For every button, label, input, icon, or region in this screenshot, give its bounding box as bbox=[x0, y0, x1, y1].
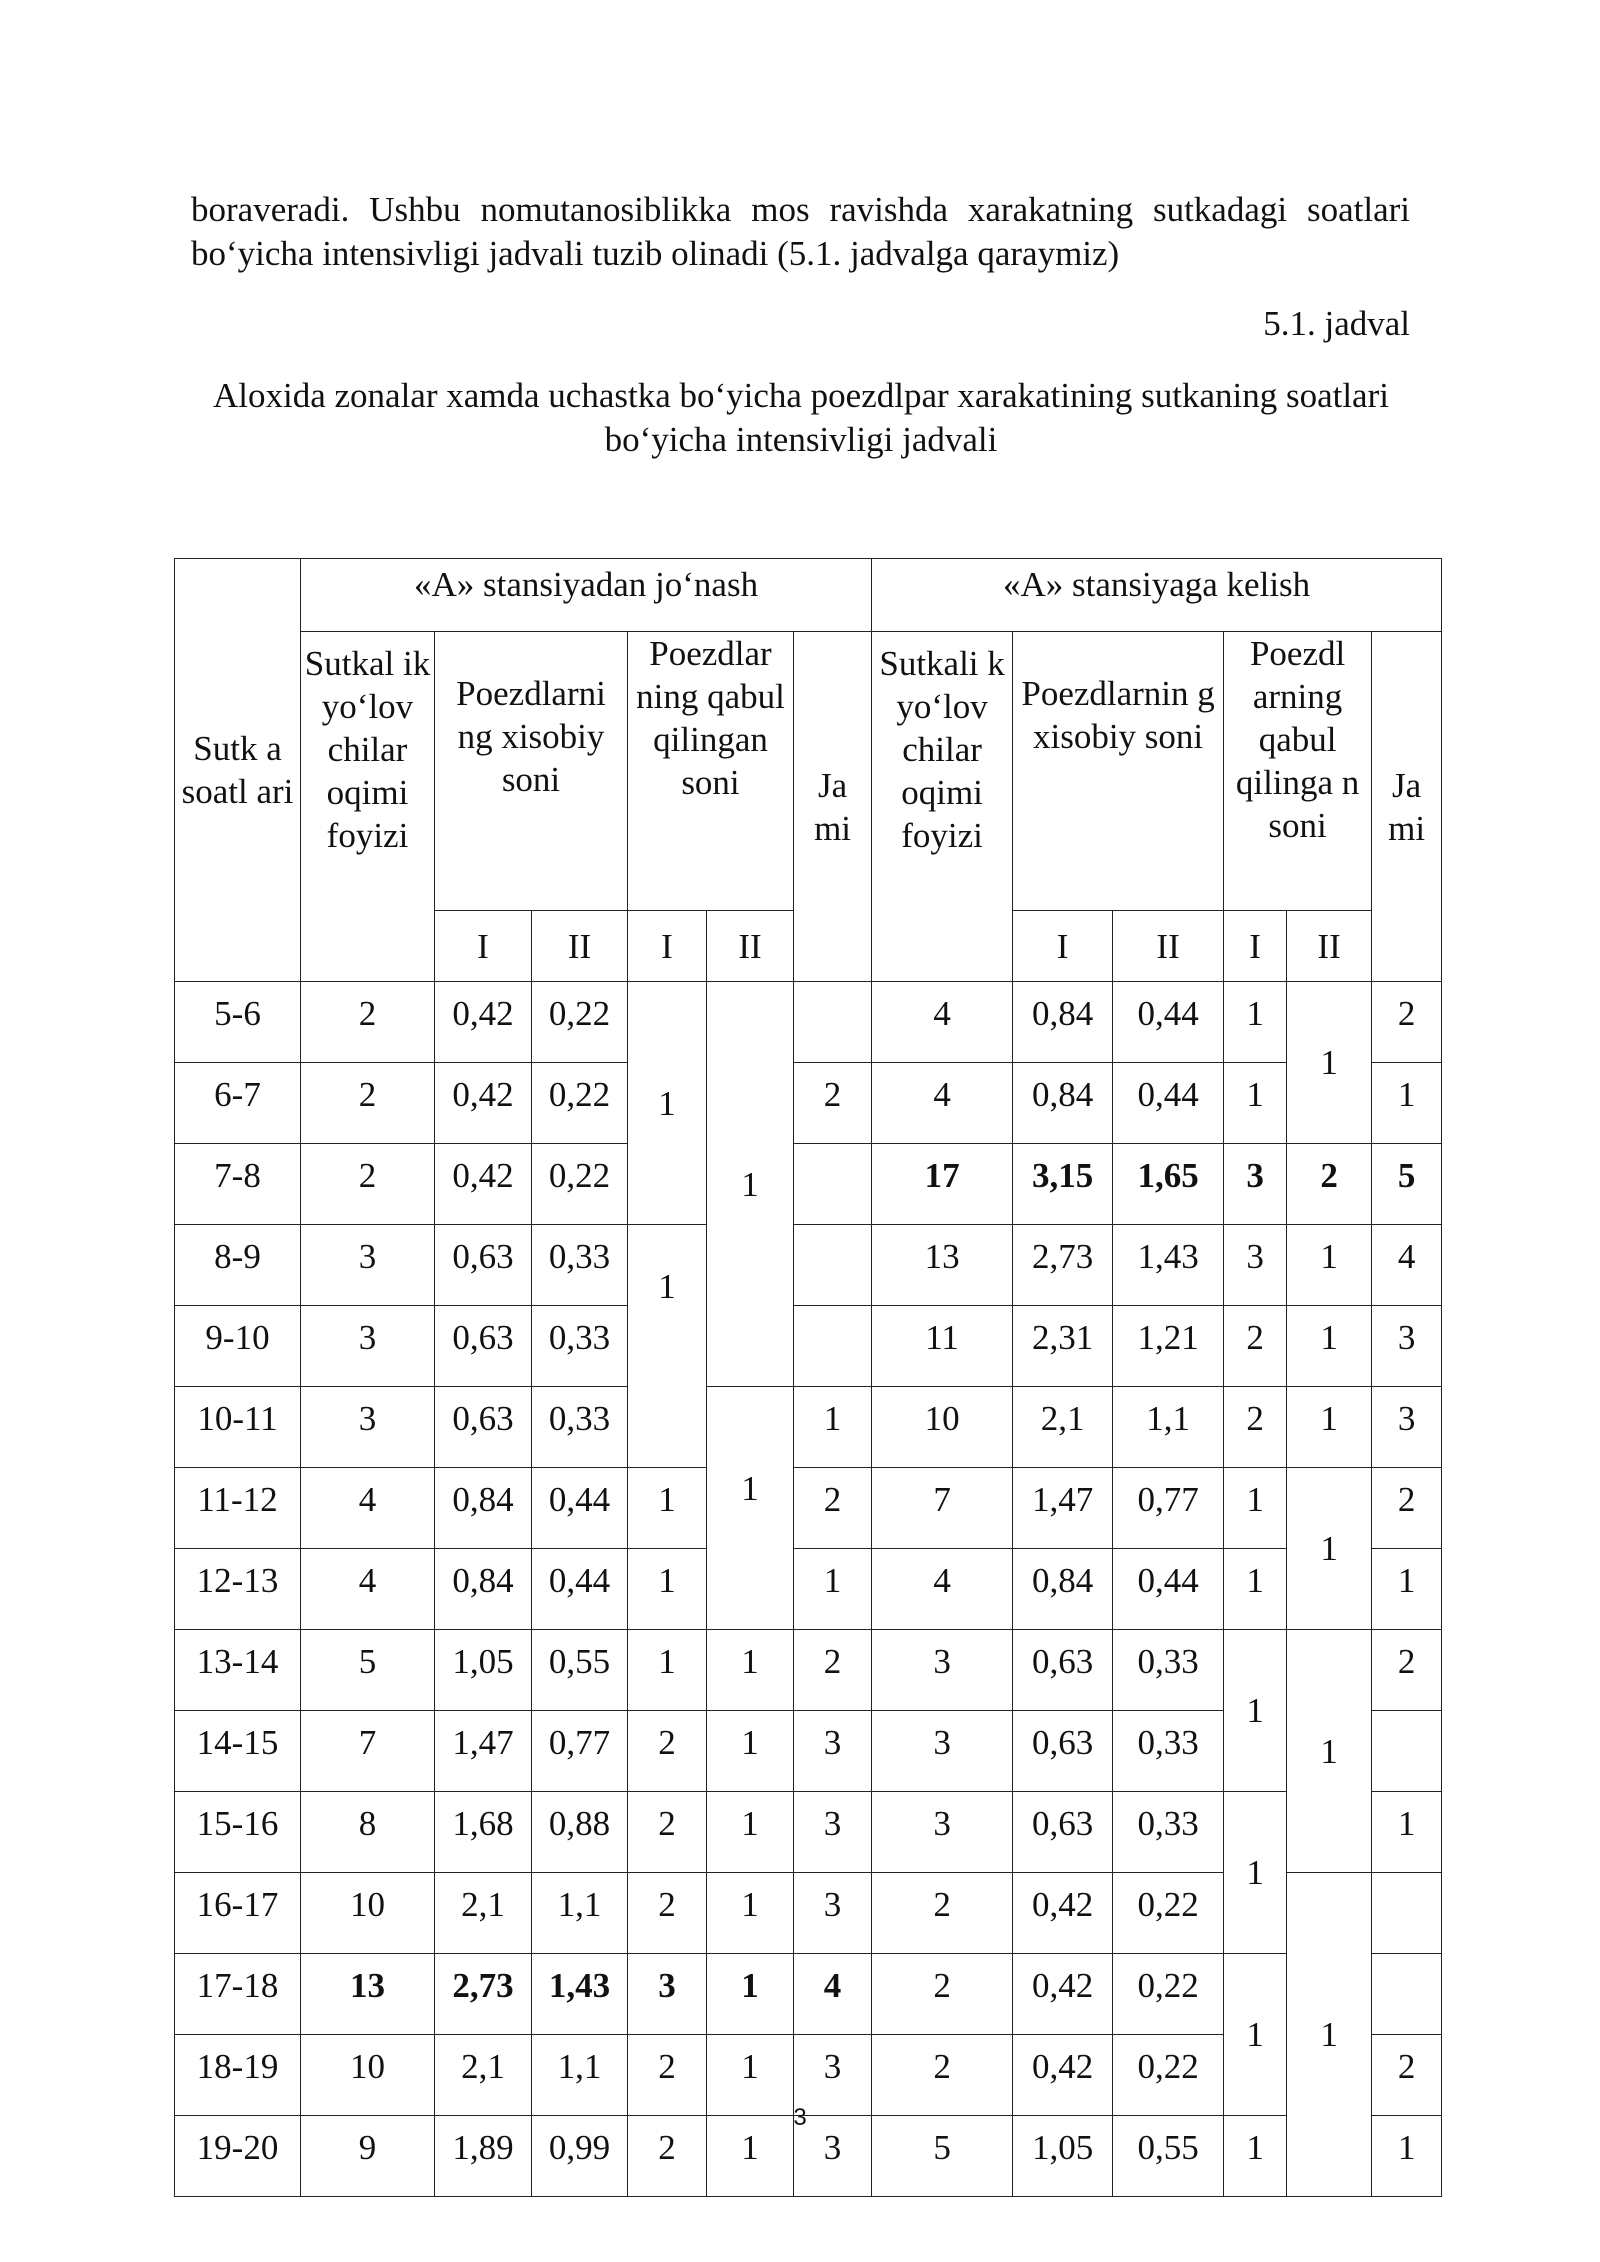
sub-header-arr-calc-ii: II bbox=[1113, 911, 1224, 982]
table-title: Aloxida zonalar xamda uchastka bo‘yicha poezdlpar xarakatining sutkaning soatlari bo‘yicha intensivligi jadvali bbox=[213, 376, 1389, 459]
arr-calc-ii-cell: 0,55 bbox=[1113, 2116, 1224, 2197]
table-row bbox=[175, 982, 1442, 1063]
dep-calc-ii-cell: 0,44 bbox=[532, 1468, 628, 1549]
arr-calc-i-cell: 0,84 bbox=[1013, 1063, 1113, 1144]
arr-pct-cell: 4 bbox=[872, 1063, 1013, 1144]
arr-calc-i-cell: 1,05 bbox=[1013, 2116, 1113, 2197]
arr-pct-cell: 4 bbox=[872, 1549, 1013, 1630]
arr-acc-i-cell: 1 bbox=[1224, 1630, 1287, 1792]
header-departure: «A» stansiyadan jo‘nash bbox=[301, 559, 872, 632]
dep-acc-i-cell: 1 bbox=[628, 982, 707, 1225]
dep-pct-cell: 3 bbox=[301, 1306, 435, 1387]
dep-total-cell bbox=[794, 1225, 872, 1306]
dep-calc-ii-cell: 0,77 bbox=[532, 1711, 628, 1792]
dep-total-cell: 2 bbox=[794, 1468, 872, 1549]
hour-cell: 14-15 bbox=[175, 1711, 301, 1792]
sub-header-arr-calc-i: I bbox=[1013, 911, 1113, 982]
arr-acc-ii-cell: 1 bbox=[1287, 1306, 1372, 1387]
dep-calc-ii-cell: 1,1 bbox=[532, 1873, 628, 1954]
table-row bbox=[175, 1792, 1442, 1873]
table-row bbox=[175, 1144, 1442, 1225]
arr-acc-i-cell: 3 bbox=[1224, 1144, 1287, 1225]
arr-pct-cell: 5 bbox=[872, 2116, 1013, 2197]
arr-acc-ii-cell: 1 bbox=[1287, 1630, 1372, 1873]
page-number: 3 bbox=[793, 2104, 807, 2131]
arr-pct-cell: 2 bbox=[872, 1873, 1013, 1954]
arr-calc-ii-cell: 0,22 bbox=[1113, 1873, 1224, 1954]
arr-acc-i-cell: 1 bbox=[1224, 982, 1287, 1063]
arr-acc-i-cell: 1 bbox=[1224, 2116, 1287, 2197]
dep-total-cell bbox=[794, 1144, 872, 1225]
dep-total-cell bbox=[794, 982, 872, 1063]
dep-total-cell: 1 bbox=[794, 1387, 872, 1468]
table-row bbox=[175, 1549, 1442, 1630]
arr-calc-ii-cell: 0,33 bbox=[1113, 1711, 1224, 1792]
sub-header-dep-calc-i: I bbox=[435, 911, 532, 982]
arr-calc-ii-cell: 1,1 bbox=[1113, 1387, 1224, 1468]
dep-calc-ii-cell: 0,99 bbox=[532, 2116, 628, 2197]
arr-calc-ii-cell: 0,22 bbox=[1113, 2035, 1224, 2116]
dep-total-cell: 3 bbox=[794, 1711, 872, 1792]
arr-pct-cell: 7 bbox=[872, 1468, 1013, 1549]
arr-calc-ii-cell: 0,33 bbox=[1113, 1630, 1224, 1711]
header-arrival: «A» stansiyaga kelish bbox=[872, 559, 1442, 632]
dep-calc-i-cell: 0,42 bbox=[435, 982, 532, 1063]
arr-total-cell: 1 bbox=[1372, 1549, 1442, 1630]
dep-calc-i-cell: 0,63 bbox=[435, 1387, 532, 1468]
arr-total-cell: 2 bbox=[1372, 1468, 1442, 1549]
dep-pct-cell: 10 bbox=[301, 1873, 435, 1954]
dep-total-cell: 3 bbox=[794, 1792, 872, 1873]
arr-calc-ii-cell: 0,44 bbox=[1113, 982, 1224, 1063]
arr-calc-i-cell: 2,73 bbox=[1013, 1225, 1113, 1306]
dep-pct-cell: 7 bbox=[301, 1711, 435, 1792]
arr-calc-ii-cell: 0,44 bbox=[1113, 1063, 1224, 1144]
dep-calc-i-cell: 0,42 bbox=[435, 1144, 532, 1225]
hour-cell: 10-11 bbox=[175, 1387, 301, 1468]
header-hours: Sutk a soatl ari bbox=[175, 559, 301, 982]
arr-total-cell bbox=[1372, 1954, 1442, 2035]
sub-header-dep-calc-ii: II bbox=[532, 911, 628, 982]
dep-calc-ii-cell: 0,22 bbox=[532, 982, 628, 1063]
dep-acc-ii-cell: 1 bbox=[707, 1630, 794, 1711]
dep-acc-ii-cell: 1 bbox=[707, 1792, 794, 1873]
table-row bbox=[175, 1306, 1442, 1387]
arr-pct-cell: 17 bbox=[872, 1144, 1013, 1225]
intensity-table bbox=[174, 558, 1442, 2197]
dep-acc-i-cell: 2 bbox=[628, 2116, 707, 2197]
arr-pct-cell: 2 bbox=[872, 2035, 1013, 2116]
dep-calc-ii-cell: 1,43 bbox=[532, 1954, 628, 2035]
arr-pct-cell: 10 bbox=[872, 1387, 1013, 1468]
dep-acc-ii-cell: 1 bbox=[707, 1711, 794, 1792]
arr-acc-ii-cell: 1 bbox=[1287, 1387, 1372, 1468]
hour-cell: 7-8 bbox=[175, 1144, 301, 1225]
table-row bbox=[175, 1063, 1442, 1144]
dep-total-cell: 2 bbox=[794, 1063, 872, 1144]
arr-total-cell bbox=[1372, 1711, 1442, 1792]
arr-acc-ii-cell: 1 bbox=[1287, 982, 1372, 1144]
dep-calc-i-cell: 2,73 bbox=[435, 1954, 532, 2035]
header-dep-flow: Sutkal ik yo‘lov chilar oqimi foyizi bbox=[301, 632, 435, 982]
arr-total-cell: 4 bbox=[1372, 1225, 1442, 1306]
dep-acc-ii-cell: 1 bbox=[707, 982, 794, 1387]
hour-cell: 12-13 bbox=[175, 1549, 301, 1630]
dep-acc-i-cell: 2 bbox=[628, 1873, 707, 1954]
arr-pct-cell: 2 bbox=[872, 1954, 1013, 2035]
arr-pct-cell: 3 bbox=[872, 1711, 1013, 1792]
dep-acc-ii-cell: 1 bbox=[707, 1387, 794, 1630]
dep-pct-cell: 10 bbox=[301, 2035, 435, 2116]
dep-calc-ii-cell: 0,33 bbox=[532, 1225, 628, 1306]
hour-cell: 11-12 bbox=[175, 1468, 301, 1549]
hour-cell: 9-10 bbox=[175, 1306, 301, 1387]
arr-pct-cell: 4 bbox=[872, 982, 1013, 1063]
dep-pct-cell: 3 bbox=[301, 1225, 435, 1306]
hour-cell: 5-6 bbox=[175, 982, 301, 1063]
dep-calc-i-cell: 0,63 bbox=[435, 1225, 532, 1306]
arr-pct-cell: 11 bbox=[872, 1306, 1013, 1387]
dep-pct-cell: 2 bbox=[301, 1063, 435, 1144]
hour-cell: 15-16 bbox=[175, 1792, 301, 1873]
arr-acc-i-cell: 2 bbox=[1224, 1306, 1287, 1387]
arr-total-cell: 3 bbox=[1372, 1387, 1442, 1468]
dep-calc-ii-cell: 0,33 bbox=[532, 1306, 628, 1387]
dep-total-cell: 3 bbox=[794, 2035, 872, 2116]
sub-header-arr-acc-ii: II bbox=[1287, 911, 1372, 982]
arr-calc-i-cell: 0,84 bbox=[1013, 1549, 1113, 1630]
dep-calc-ii-cell: 0,44 bbox=[532, 1549, 628, 1630]
arr-calc-i-cell: 0,63 bbox=[1013, 1630, 1113, 1711]
arr-total-cell: 5 bbox=[1372, 1144, 1442, 1225]
sub-header-dep-acc-i: I bbox=[628, 911, 707, 982]
arr-calc-ii-cell: 0,44 bbox=[1113, 1549, 1224, 1630]
header-dep-total: Ja mi bbox=[794, 632, 872, 982]
dep-pct-cell: 2 bbox=[301, 982, 435, 1063]
arr-pct-cell: 13 bbox=[872, 1225, 1013, 1306]
arr-acc-i-cell: 3 bbox=[1224, 1225, 1287, 1306]
table-row bbox=[175, 1468, 1442, 1549]
table-label: 5.1. jadval bbox=[1263, 304, 1410, 343]
dep-acc-i-cell: 2 bbox=[628, 1792, 707, 1873]
arr-calc-i-cell: 0,42 bbox=[1013, 2035, 1113, 2116]
arr-acc-i-cell: 1 bbox=[1224, 1549, 1287, 1630]
sub-header-arr-acc-i: I bbox=[1224, 911, 1287, 982]
dep-calc-i-cell: 1,47 bbox=[435, 1711, 532, 1792]
dep-calc-ii-cell: 0,33 bbox=[532, 1387, 628, 1468]
dep-total-cell: 4 bbox=[794, 1954, 872, 2035]
arr-calc-i-cell: 0,42 bbox=[1013, 1873, 1113, 1954]
hour-cell: 18-19 bbox=[175, 2035, 301, 2116]
arr-acc-i-cell: 1 bbox=[1224, 1954, 1287, 2116]
arr-acc-i-cell: 1 bbox=[1224, 1792, 1287, 1954]
arr-total-cell: 1 bbox=[1372, 2116, 1442, 2197]
arr-acc-ii-cell: 1 bbox=[1287, 1873, 1372, 2197]
arr-calc-i-cell: 0,42 bbox=[1013, 1954, 1113, 2035]
arr-acc-i-cell: 1 bbox=[1224, 1468, 1287, 1549]
header-arr-total: Ja mi bbox=[1372, 632, 1442, 982]
intro-paragraph: boraveradi. Ushbu nomutanosiblikka mos ravishda xarakatning sutkadagi soatlari bo‘yicha intensivligi jadvali tuzib olinadi (5.1. jadvalga qaraymiz) bbox=[191, 190, 1410, 273]
dep-total-cell: 1 bbox=[794, 1549, 872, 1630]
dep-calc-i-cell: 0,84 bbox=[435, 1468, 532, 1549]
arr-total-cell: 2 bbox=[1372, 1630, 1442, 1711]
dep-pct-cell: 5 bbox=[301, 1630, 435, 1711]
header-arr-flow: Sutkali k yo‘lov chilar oqimi foyizi bbox=[872, 632, 1013, 982]
arr-calc-i-cell: 2,31 bbox=[1013, 1306, 1113, 1387]
arr-calc-i-cell: 0,63 bbox=[1013, 1711, 1113, 1792]
dep-acc-ii-cell: 1 bbox=[707, 2035, 794, 2116]
dep-acc-i-cell: 1 bbox=[628, 1630, 707, 1711]
dep-calc-ii-cell: 0,88 bbox=[532, 1792, 628, 1873]
hour-cell: 6-7 bbox=[175, 1063, 301, 1144]
arr-total-cell: 2 bbox=[1372, 982, 1442, 1063]
table-row bbox=[175, 1954, 1442, 2035]
dep-acc-ii-cell: 1 bbox=[707, 1954, 794, 2035]
arr-calc-i-cell: 3,15 bbox=[1013, 1144, 1113, 1225]
dep-pct-cell: 4 bbox=[301, 1468, 435, 1549]
dep-acc-i-cell: 1 bbox=[628, 1225, 707, 1468]
arr-calc-ii-cell: 0,77 bbox=[1113, 1468, 1224, 1549]
arr-calc-ii-cell: 0,33 bbox=[1113, 1792, 1224, 1873]
dep-calc-ii-cell: 0,55 bbox=[532, 1630, 628, 1711]
arr-calc-ii-cell: 1,43 bbox=[1113, 1225, 1224, 1306]
dep-calc-i-cell: 0,84 bbox=[435, 1549, 532, 1630]
header-dep-calc: Poezdlarni ng xisobiy soni bbox=[435, 632, 628, 911]
sub-header-dep-acc-ii: II bbox=[707, 911, 794, 982]
dep-calc-i-cell: 2,1 bbox=[435, 1873, 532, 1954]
hour-cell: 19-20 bbox=[175, 2116, 301, 2197]
header-dep-accepted: Poezdlar ning qabul qilingan soni bbox=[628, 632, 794, 911]
table-row bbox=[175, 1387, 1442, 1468]
dep-calc-ii-cell: 1,1 bbox=[532, 2035, 628, 2116]
arr-pct-cell: 3 bbox=[872, 1792, 1013, 1873]
hour-cell: 8-9 bbox=[175, 1225, 301, 1306]
arr-total-cell bbox=[1372, 1873, 1442, 1954]
dep-calc-i-cell: 0,63 bbox=[435, 1306, 532, 1387]
arr-calc-ii-cell: 0,22 bbox=[1113, 1954, 1224, 2035]
dep-calc-i-cell: 1,05 bbox=[435, 1630, 532, 1711]
arr-pct-cell: 3 bbox=[872, 1630, 1013, 1711]
arr-calc-i-cell: 0,63 bbox=[1013, 1792, 1113, 1873]
dep-calc-i-cell: 0,42 bbox=[435, 1063, 532, 1144]
dep-acc-ii-cell: 1 bbox=[707, 2116, 794, 2197]
dep-pct-cell: 13 bbox=[301, 1954, 435, 2035]
table-row bbox=[175, 1630, 1442, 1711]
arr-calc-ii-cell: 1,65 bbox=[1113, 1144, 1224, 1225]
arr-total-cell: 3 bbox=[1372, 1306, 1442, 1387]
dep-total-cell: 3 bbox=[794, 2116, 872, 2197]
dep-pct-cell: 8 bbox=[301, 1792, 435, 1873]
hour-cell: 13-14 bbox=[175, 1630, 301, 1711]
dep-calc-ii-cell: 0,22 bbox=[532, 1063, 628, 1144]
header-arr-accepted: Poezdl arning qabul qilinga n soni bbox=[1224, 632, 1372, 911]
dep-acc-ii-cell: 1 bbox=[707, 1873, 794, 1954]
dep-calc-i-cell: 2,1 bbox=[435, 2035, 532, 2116]
arr-calc-ii-cell: 1,21 bbox=[1113, 1306, 1224, 1387]
dep-calc-ii-cell: 0,22 bbox=[532, 1144, 628, 1225]
dep-acc-i-cell: 3 bbox=[628, 1954, 707, 2035]
table-row bbox=[175, 1225, 1442, 1306]
dep-calc-i-cell: 1,68 bbox=[435, 1792, 532, 1873]
arr-calc-i-cell: 0,84 bbox=[1013, 982, 1113, 1063]
arr-acc-ii-cell: 1 bbox=[1287, 1225, 1372, 1306]
dep-pct-cell: 2 bbox=[301, 1144, 435, 1225]
dep-calc-i-cell: 1,89 bbox=[435, 2116, 532, 2197]
dep-pct-cell: 9 bbox=[301, 2116, 435, 2197]
arr-total-cell: 1 bbox=[1372, 1063, 1442, 1144]
arr-acc-i-cell: 1 bbox=[1224, 1063, 1287, 1144]
header-arr-calc: Poezdlarnin g xisobiy soni bbox=[1013, 632, 1224, 911]
arr-calc-i-cell: 1,47 bbox=[1013, 1468, 1113, 1549]
dep-pct-cell: 4 bbox=[301, 1549, 435, 1630]
arr-total-cell: 2 bbox=[1372, 2035, 1442, 2116]
dep-total-cell: 3 bbox=[794, 1873, 872, 1954]
arr-calc-i-cell: 2,1 bbox=[1013, 1387, 1113, 1468]
arr-acc-ii-cell: 2 bbox=[1287, 1144, 1372, 1225]
dep-pct-cell: 3 bbox=[301, 1387, 435, 1468]
arr-total-cell: 1 bbox=[1372, 1792, 1442, 1873]
dep-acc-i-cell: 1 bbox=[628, 1549, 707, 1630]
arr-acc-i-cell: 2 bbox=[1224, 1387, 1287, 1468]
dep-acc-i-cell: 1 bbox=[628, 1468, 707, 1549]
dep-total-cell: 2 bbox=[794, 1630, 872, 1711]
dep-acc-i-cell: 2 bbox=[628, 1711, 707, 1792]
dep-acc-i-cell: 2 bbox=[628, 2035, 707, 2116]
dep-total-cell bbox=[794, 1306, 872, 1387]
hour-cell: 16-17 bbox=[175, 1873, 301, 1954]
hour-cell: 17-18 bbox=[175, 1954, 301, 2035]
arr-acc-ii-cell: 1 bbox=[1287, 1468, 1372, 1630]
